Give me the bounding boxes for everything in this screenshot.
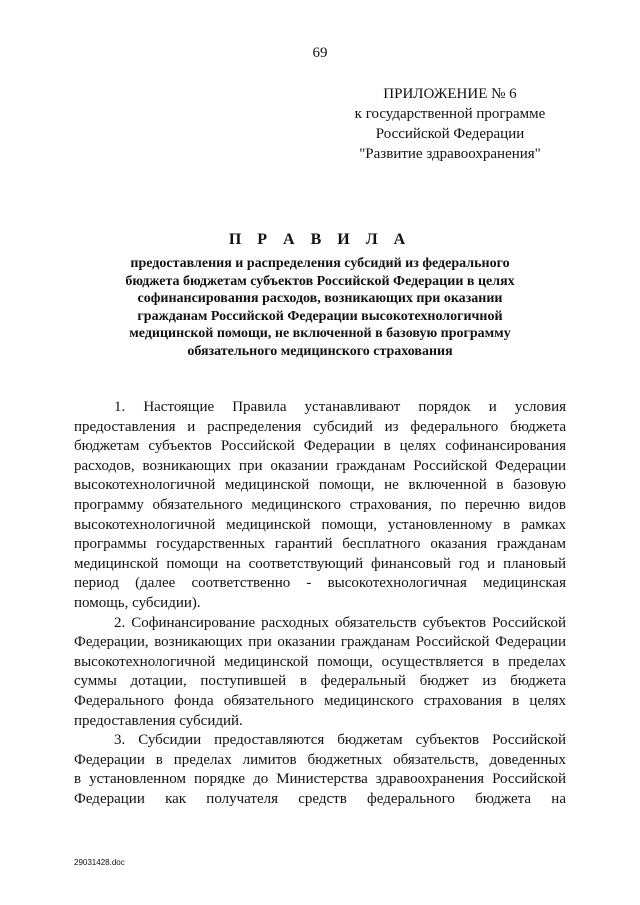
text-line: Федерации в пределах лимитов бюджетных обязательств, доведенных <box>74 751 566 768</box>
text-line: 3. Субсидии предоставляются бюджетам субъектов Российской <box>114 732 566 749</box>
annex-line-3: Российской Федерации <box>375 126 525 142</box>
text-line: предоставления и распределения субсидий из федерального бюджета <box>74 418 566 435</box>
subtitle-line: предоставления и распределения субсидий из федерального <box>130 256 510 271</box>
text-line: высокотехнологичной медицинской помощи, не включенной в базовую <box>74 477 566 494</box>
page-number: 69 <box>312 45 328 61</box>
text-line: программу обязательного медицинского страхования, по перечню видов <box>74 496 566 513</box>
subtitle-line: медицинской помощи, не включенной в базовую программу <box>129 326 511 342</box>
text-line: Федерации, возникающих при оказании гражданам Российской Федерации <box>74 634 566 651</box>
text-line: программы государственных гарантий бесплатного оказания гражданам <box>74 536 566 553</box>
text-line: высокотехнологичной медицинской помощи, осуществляется в пределах <box>74 653 566 670</box>
text-line: в установленном порядке до Министерства здравоохранения Российской <box>74 771 566 788</box>
text-line: медицинской помощи на соответствующий финансовый год и плановый <box>74 555 566 572</box>
text-line: высокотехнологичной медицинской помощи, установленному в рамках <box>74 516 566 533</box>
text-line: бюджетам субъектов Российской Федерации в целях софинансирования <box>74 438 566 455</box>
paragraph-3 <box>74 731 566 809</box>
text-line: Федерального фонда обязательного медицинского страхования в целях <box>74 692 566 709</box>
subtitle-line: обязательного медицинского страхования <box>187 343 453 359</box>
subtitle-line: софинансирования расходов, возникающих при оказании <box>137 291 503 307</box>
text-line: помощь, субсидии). <box>74 594 201 611</box>
text-line: расходов, возникающих при оказании гражданам Российской Федерации <box>74 457 566 474</box>
document-title: П Р А В И Л А <box>228 231 412 248</box>
annex-line-4: "Развитие здравоохранения" <box>359 146 541 162</box>
subtitle-line: гражданам Российской Федерации высокотехнологичной <box>137 308 503 324</box>
text-line: суммы дотации, поступившей в федеральный бюджет из бюджета <box>74 673 566 690</box>
text-line: период (далее соответственно - высокотехнологичная медицинская <box>74 575 566 592</box>
document-subtitle <box>100 255 540 361</box>
annex-header <box>330 84 570 164</box>
annex-line-1: ПРИЛОЖЕНИЕ № 6 <box>383 86 517 102</box>
footer-filename: 29031428.doc <box>74 858 125 867</box>
text-line: 2. Софинансирование расходных обязательств субъектов Российской <box>114 614 566 631</box>
document-body <box>74 398 566 809</box>
subtitle-line: бюджета бюджетам субъектов Российской Федерации в целях <box>125 273 515 289</box>
text-line: Федерации как получателя средств федерального бюджета на <box>74 790 566 807</box>
annex-line-2: к государственной программе <box>354 106 546 122</box>
paragraph-2 <box>74 614 566 732</box>
text-line: предоставления субсидий. <box>74 712 243 729</box>
paragraph-1 <box>74 398 566 614</box>
text-line: 1. Настоящие Правила устанавливают порядок и условия <box>114 399 566 415</box>
